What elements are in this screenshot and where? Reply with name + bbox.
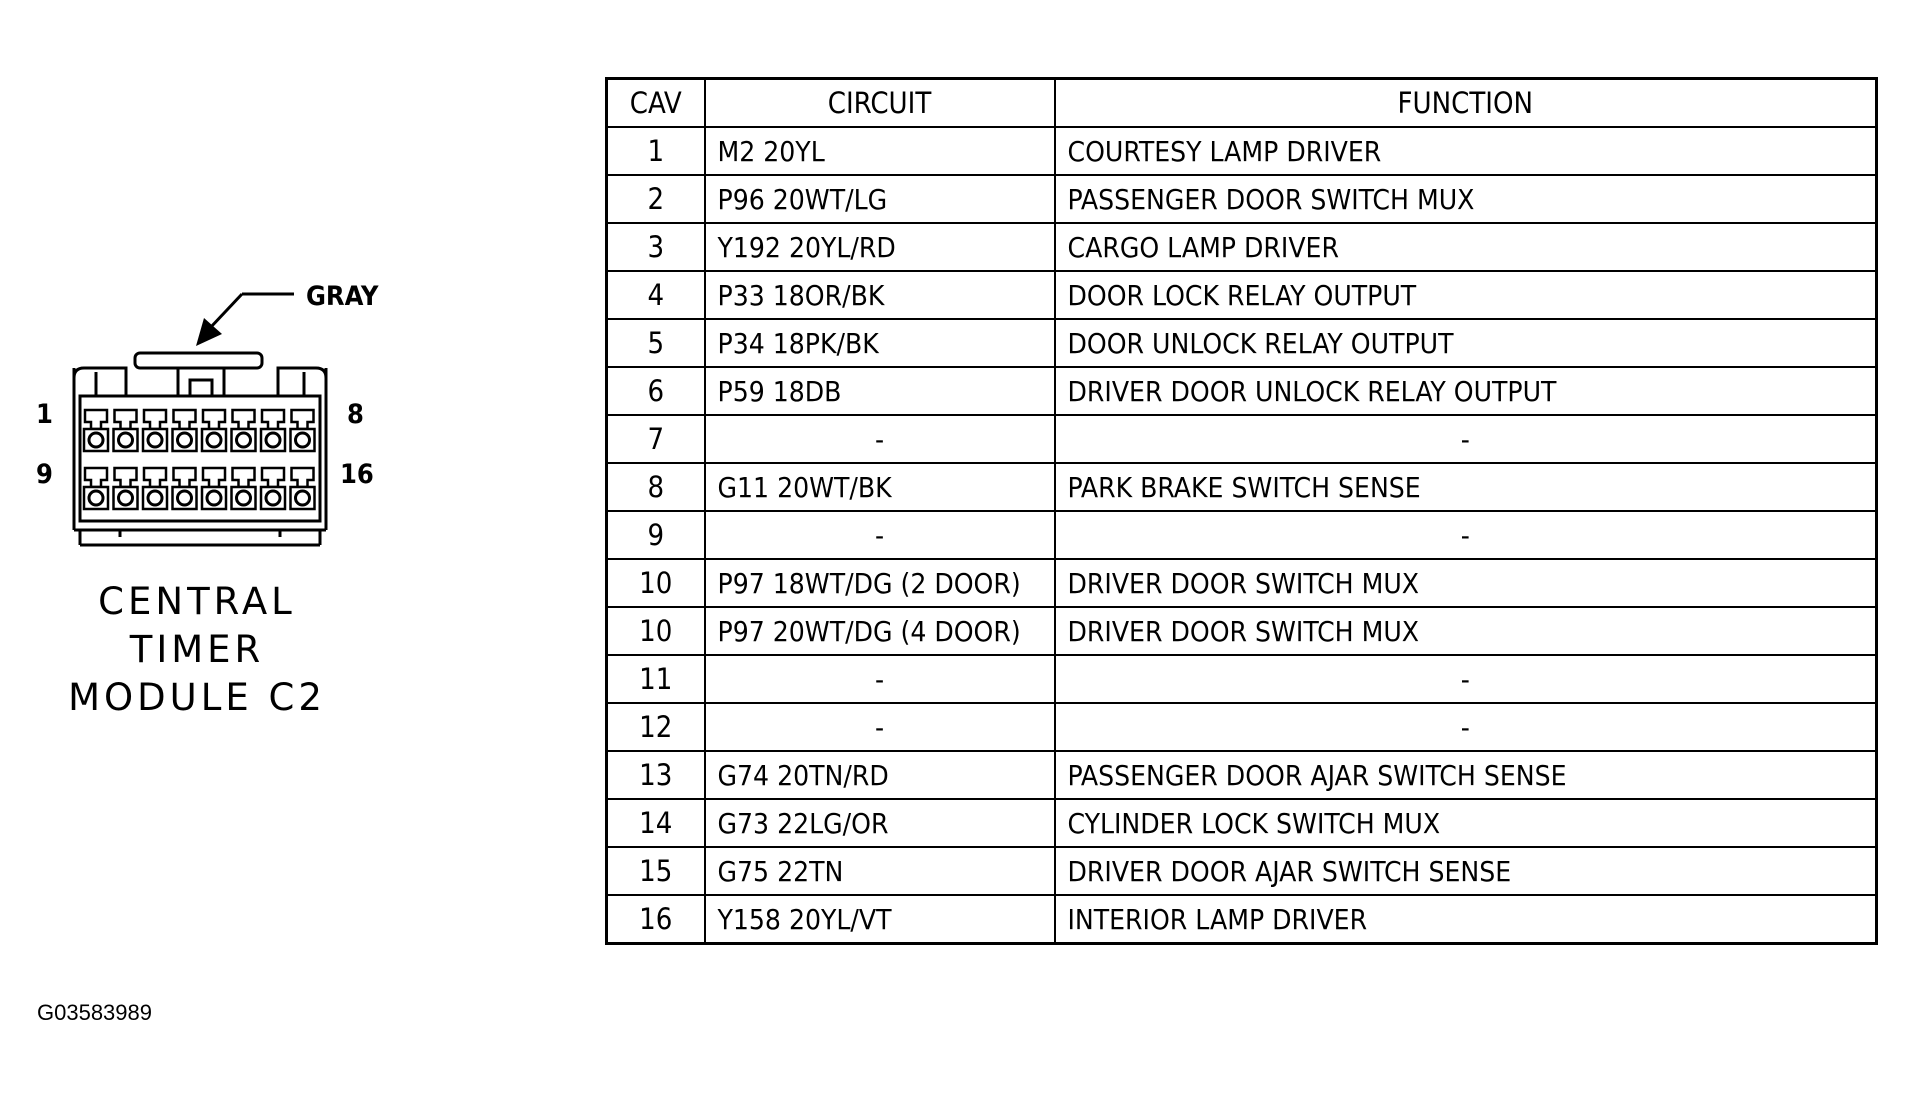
pin-label-16: 16: [340, 459, 374, 490]
cell-function: -: [1055, 415, 1877, 463]
pin-cavity: [114, 429, 138, 451]
header-cav: CAV: [607, 79, 705, 128]
cell-circuit: M2 20YL: [705, 127, 1055, 175]
table-row: [607, 319, 1877, 367]
table-row: [607, 895, 1877, 944]
pin-cavity: [291, 487, 315, 509]
pin-cavity: [202, 429, 226, 451]
cell-circuit: Y158 20YL/VT: [705, 895, 1055, 944]
table-row: [607, 847, 1877, 895]
table-row: [607, 751, 1877, 799]
connector-body: [74, 353, 326, 545]
table-row: [607, 607, 1877, 655]
cell-function: INTERIOR LAMP DRIVER: [1055, 895, 1877, 944]
cell-function: DOOR LOCK RELAY OUTPUT: [1055, 271, 1877, 319]
cell-cav: 16: [607, 895, 705, 944]
cell-cav: 11: [607, 655, 705, 703]
cell-function: COURTESY LAMP DRIVER: [1055, 127, 1877, 175]
cell-circuit: G75 22TN: [705, 847, 1055, 895]
cell-cav: 6: [607, 367, 705, 415]
pin-cavity: [291, 429, 315, 451]
pointer-arrow: [196, 294, 294, 346]
table-row: [607, 367, 1877, 415]
cell-cav: 1: [607, 127, 705, 175]
connector-diagram: [0, 0, 620, 1093]
pin-cavity: [261, 429, 285, 451]
cell-circuit: P33 18OR/BK: [705, 271, 1055, 319]
pin-cavity: [143, 429, 167, 451]
pin-cavity: [173, 487, 197, 509]
pin-label-9: 9: [36, 459, 53, 490]
cell-circuit: -: [705, 655, 1055, 703]
pin-label-8: 8: [347, 399, 364, 430]
cell-circuit: -: [705, 703, 1055, 751]
cell-function: PARK BRAKE SWITCH SENSE: [1055, 463, 1877, 511]
cell-circuit: G73 22LG/OR: [705, 799, 1055, 847]
cell-function: DOOR UNLOCK RELAY OUTPUT: [1055, 319, 1877, 367]
cell-circuit: -: [705, 415, 1055, 463]
pin-cavity: [202, 487, 226, 509]
cell-function: CARGO LAMP DRIVER: [1055, 223, 1877, 271]
table-row: [607, 271, 1877, 319]
cell-circuit: P97 20WT/DG (4 DOOR): [705, 607, 1055, 655]
cell-cav: 7: [607, 415, 705, 463]
cell-function: DRIVER DOOR AJAR SWITCH SENSE: [1055, 847, 1877, 895]
pin-label-1: 1: [36, 399, 53, 430]
table-row: [607, 511, 1877, 559]
cell-function: DRIVER DOOR SWITCH MUX: [1055, 607, 1877, 655]
table-row: [607, 703, 1877, 751]
connector-name-line-3: MODULE C2: [68, 676, 326, 719]
cell-circuit: -: [705, 511, 1055, 559]
cell-cav: 8: [607, 463, 705, 511]
cell-circuit: P34 18PK/BK: [705, 319, 1055, 367]
cell-cav: 5: [607, 319, 705, 367]
pinout-table: [605, 77, 1878, 945]
cell-cav: 15: [607, 847, 705, 895]
table-row: [607, 655, 1877, 703]
cell-function: PASSENGER DOOR SWITCH MUX: [1055, 175, 1877, 223]
table-row: [607, 799, 1877, 847]
table-row: [607, 127, 1877, 175]
header-function: FUNCTION: [1055, 79, 1877, 128]
pin-cavity: [261, 487, 285, 509]
cell-circuit: P96 20WT/LG: [705, 175, 1055, 223]
cell-cav: 13: [607, 751, 705, 799]
cell-cav: 10: [607, 559, 705, 607]
connector-name-line-2: TIMER: [129, 628, 265, 671]
table-row: [607, 223, 1877, 271]
cell-circuit: P97 18WT/DG (2 DOOR): [705, 559, 1055, 607]
cell-cav: 9: [607, 511, 705, 559]
cell-circuit: G11 20WT/BK: [705, 463, 1055, 511]
cell-function: PASSENGER DOOR AJAR SWITCH SENSE: [1055, 751, 1877, 799]
pin-cavity: [143, 487, 167, 509]
cell-cav: 12: [607, 703, 705, 751]
pin-cavity: [114, 487, 138, 509]
connector-name-line-1: CENTRAL: [98, 580, 296, 623]
cell-circuit: P59 18DB: [705, 367, 1055, 415]
connector-name: [52, 578, 342, 722]
cell-cav: 14: [607, 799, 705, 847]
cell-function: -: [1055, 703, 1877, 751]
cell-cav: 2: [607, 175, 705, 223]
figure-id: G03583989: [37, 1000, 152, 1025]
pin-cavity: [84, 487, 108, 509]
table-row: [607, 175, 1877, 223]
cell-cav: 4: [607, 271, 705, 319]
pin-cavity: [84, 429, 108, 451]
cell-function: DRIVER DOOR SWITCH MUX: [1055, 559, 1877, 607]
header-circuit: CIRCUIT: [705, 79, 1055, 128]
table-row: [607, 463, 1877, 511]
cell-cav: 3: [607, 223, 705, 271]
table-header-row: [607, 79, 1877, 128]
table-row: [607, 415, 1877, 463]
pin-cavity: [173, 429, 197, 451]
cell-cav: 10: [607, 607, 705, 655]
connector-color-label: GRAY: [306, 281, 379, 312]
cell-circuit: Y192 20YL/RD: [705, 223, 1055, 271]
cell-function: DRIVER DOOR UNLOCK RELAY OUTPUT: [1055, 367, 1877, 415]
table-row: [607, 559, 1877, 607]
pin-cavity: [232, 487, 256, 509]
cell-function: -: [1055, 655, 1877, 703]
pin-cavity: [232, 429, 256, 451]
cell-circuit: G74 20TN/RD: [705, 751, 1055, 799]
cell-function: CYLINDER LOCK SWITCH MUX: [1055, 799, 1877, 847]
cell-function: -: [1055, 511, 1877, 559]
